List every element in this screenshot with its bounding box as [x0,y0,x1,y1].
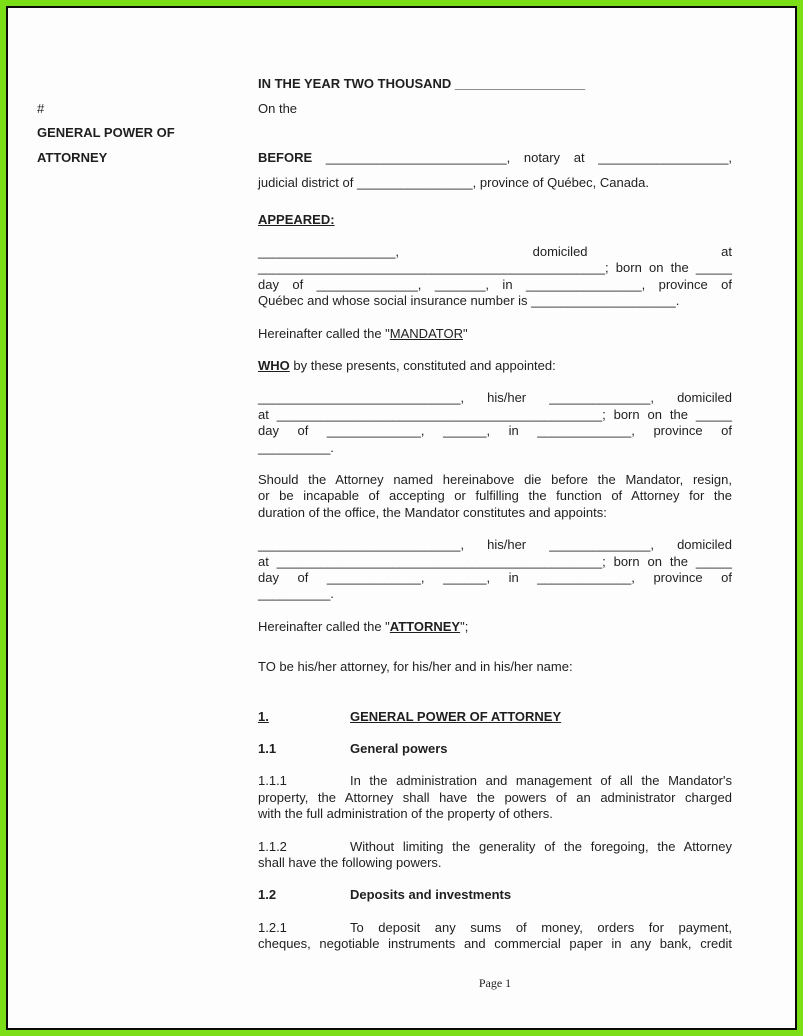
document-header [37,72,795,196]
paragraph-line: day of ______________, _______, in ________________, province of [258,276,732,292]
paragraph-line: Québec and whose social insurance number is ____________________. [258,293,680,309]
paragraph-line: at _____________________________________________; born on the _____ [258,406,732,422]
attorney-term: ATTORNEY [389,618,461,634]
who-line: WHO by these presents, constituted and appointed: [258,357,556,373]
before-label: BEFORE [258,150,313,166]
year-line: IN THE YEAR TWO THOUSAND __________________ [258,76,586,91]
paragraph-line: duration of the office, the Mandator constitutes and appoints: [258,504,607,520]
clause-number: 1.2.1 [258,919,287,935]
header-spacer [37,171,258,196]
paragraph-line: ____________________________, his/her ______________, domiciled [258,390,732,406]
hash-mark: # [37,100,45,116]
section-number: 1.1 [258,741,277,757]
section-title: GENERAL POWER OF ATTORNEY [350,708,562,724]
appeared-heading: APPEARED: [258,211,335,227]
paragraph-line: at _____________________________________________; born on the _____ [258,553,732,569]
paragraph-line: ___________________, domiciled at [258,243,732,259]
substitute-attorney-clause [258,472,732,521]
paragraph-line: day of _____________, ______, in _____________, province of [258,423,732,439]
paragraph-line: property, the Attorney shall have the powers of an administrator charged [258,789,732,805]
section-number: 1.2 [258,887,277,903]
clause-number: 1.1.2 [258,838,287,854]
section-1-2-heading [258,887,732,903]
paragraph-line: ________________________________________________; born on the _____ [258,260,732,276]
hereinafter-attorney-line: Hereinafter called the "ATTORNEY"; [258,618,469,634]
document-page [6,6,797,1030]
paragraph-line: __________. [258,439,334,455]
section-1-1-heading [258,741,732,757]
header-spacer [37,72,258,97]
paragraph-line: or be incapable of accepting or fulfilling the function of Attorney for the [258,488,732,504]
who-term: WHO [258,357,290,373]
paragraph-line: shall have the following powers. [258,855,442,871]
mandator-term: MANDATOR [389,325,463,341]
sidebar-title-line2: ATTORNEY [37,150,108,166]
document-body [258,212,732,953]
section-number: 1. [258,708,269,724]
clause-1-2-1 [258,920,732,953]
paragraph-line: 1.2.1 To deposit any sums of money, orders for payment, [258,919,732,935]
paragraph-line: 1.1.2 Without limiting the generality of the foregoing, the Attorney [258,838,732,854]
section-title: General powers [350,741,448,757]
clause-1-1-2 [258,839,732,872]
attorney-appointment-paragraph-1 [258,390,732,456]
to-be-attorney-line: TO be his/her attorney, for his/her and in his/her name: [258,659,573,675]
mandator-appearance-paragraph [258,244,732,310]
header-spacer [258,121,732,146]
paragraph-line: __________. [258,586,334,602]
paragraph-line: Should the Attorney named hereinabove die before the Mandator, resign, [258,471,732,487]
paragraph-line: 1.1.1 In the administration and management of all the Mandator's [258,773,732,789]
before-rest: _________________________, notary at __________________, [312,150,732,166]
paragraph-line: cheques, negotiable instruments and commercial paper in any bank, credit [258,936,732,952]
paragraph-line: ____________________________, his/her ______________, domiciled [258,537,732,553]
clause-number: 1.1.1 [258,773,287,789]
clause-1-1-1 [258,773,732,822]
attorney-appointment-paragraph-2 [258,537,732,603]
section-1-heading [258,709,732,725]
paragraph-line: with the full administration of the property of others. [258,806,553,822]
blank-line: ___________________, [258,243,399,259]
section-title: Deposits and investments [350,887,512,903]
hereinafter-mandator-line: Hereinafter called the "MANDATOR" [258,325,468,341]
on-the-line: On the [258,100,298,116]
judicial-district-line: judicial district of ________________, province of Québec, Canada. [258,174,649,190]
sidebar-title-line1: GENERAL POWER OF [37,125,175,141]
page-number: Page 1 [478,975,512,990]
paragraph-line: day of _____________, ______, in _____________, province of [258,570,732,586]
before-line [258,146,732,171]
